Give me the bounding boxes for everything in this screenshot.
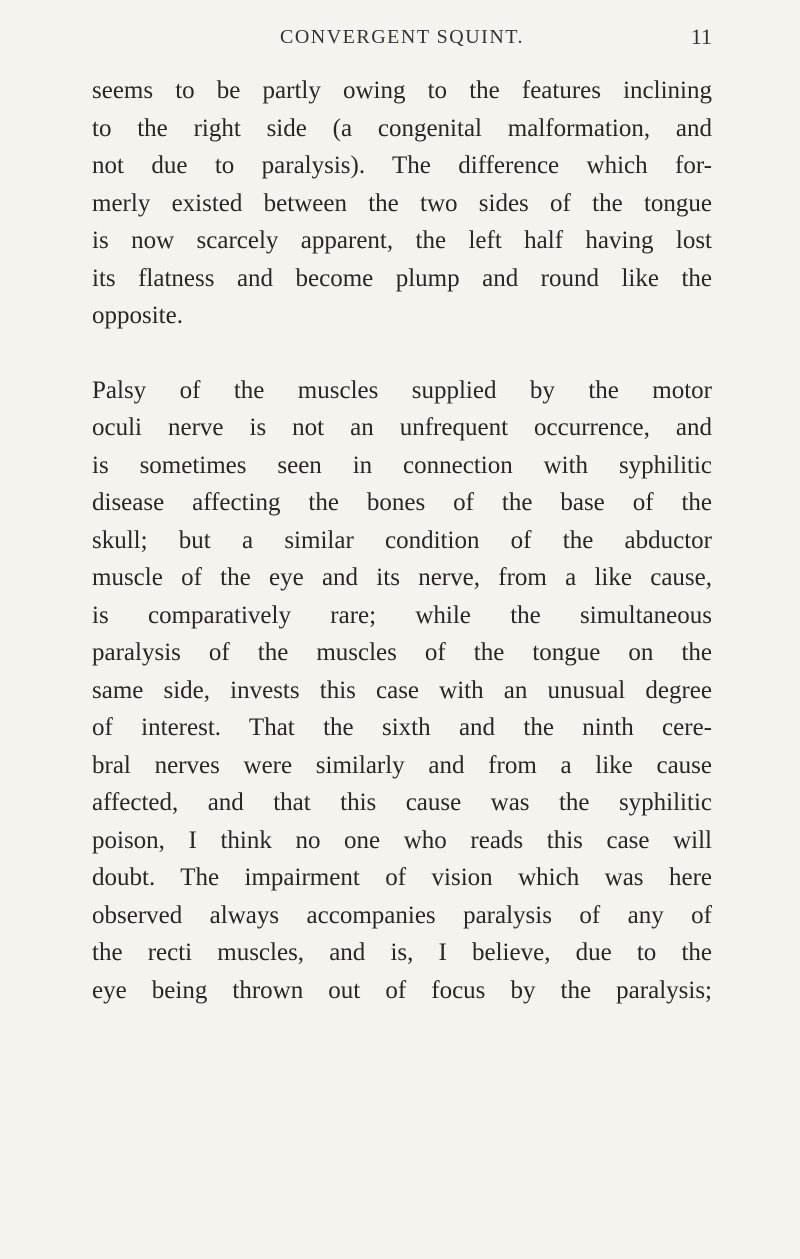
page-number: 11 [690, 24, 712, 49]
text-line: is comparatively rare; while the simultaneous [92, 601, 712, 629]
text-line: opposite. [92, 302, 183, 329]
text-line: skull; but a similar condition of the abductor [92, 526, 712, 554]
text-line: paralysis of the muscles of the tongue on the [92, 639, 712, 666]
running-title: CONVERGENT SQUINT. [279, 26, 525, 48]
text-line: its flatness and become plump and round like the [92, 264, 712, 292]
running-head [92, 22, 712, 52]
text-line: eye being thrown out of focus by the paralysis; [92, 976, 712, 1004]
text-line: is sometimes seen in connection with syphilitic [92, 451, 712, 479]
text-line: seems to be partly owing to the features inclining [92, 77, 712, 104]
text-line: merly existed between the two sides of the tongue [92, 189, 712, 217]
text-line: same side, invests this case with an unusual degree [92, 676, 712, 704]
text-line: the recti muscles, and is, I believe, due to the [92, 939, 712, 966]
paragraph-gap [92, 335, 712, 372]
text-line: Palsy of the muscles supplied by the motor [92, 376, 712, 404]
text-line: oculi nerve is not an unfrequent occurrence, and [92, 414, 712, 441]
text-line: of interest. That the sixth and the ninth cere- [92, 714, 712, 741]
text-line: bral nerves were similarly and from a like cause [92, 751, 712, 779]
text-line: not due to paralysis). The difference which for- [92, 152, 712, 179]
text-line: doubt. The impairment of vision which was here [92, 864, 712, 891]
text-line: observed always accompanies paralysis of any of [92, 901, 712, 929]
text-line: muscle of the eye and its nerve, from a like cause, [92, 564, 712, 591]
text-line: is now scarcely apparent, the left half having lost [92, 227, 712, 254]
body-text [92, 72, 712, 1009]
text-line: disease affecting the bones of the base of the [92, 489, 712, 516]
text-line: affected, and that this cause was the syphilitic [92, 789, 712, 816]
text-line: poison, I think no one who reads this case will [92, 826, 712, 854]
text-line: to the right side (a congenital malformation, and [92, 114, 712, 142]
